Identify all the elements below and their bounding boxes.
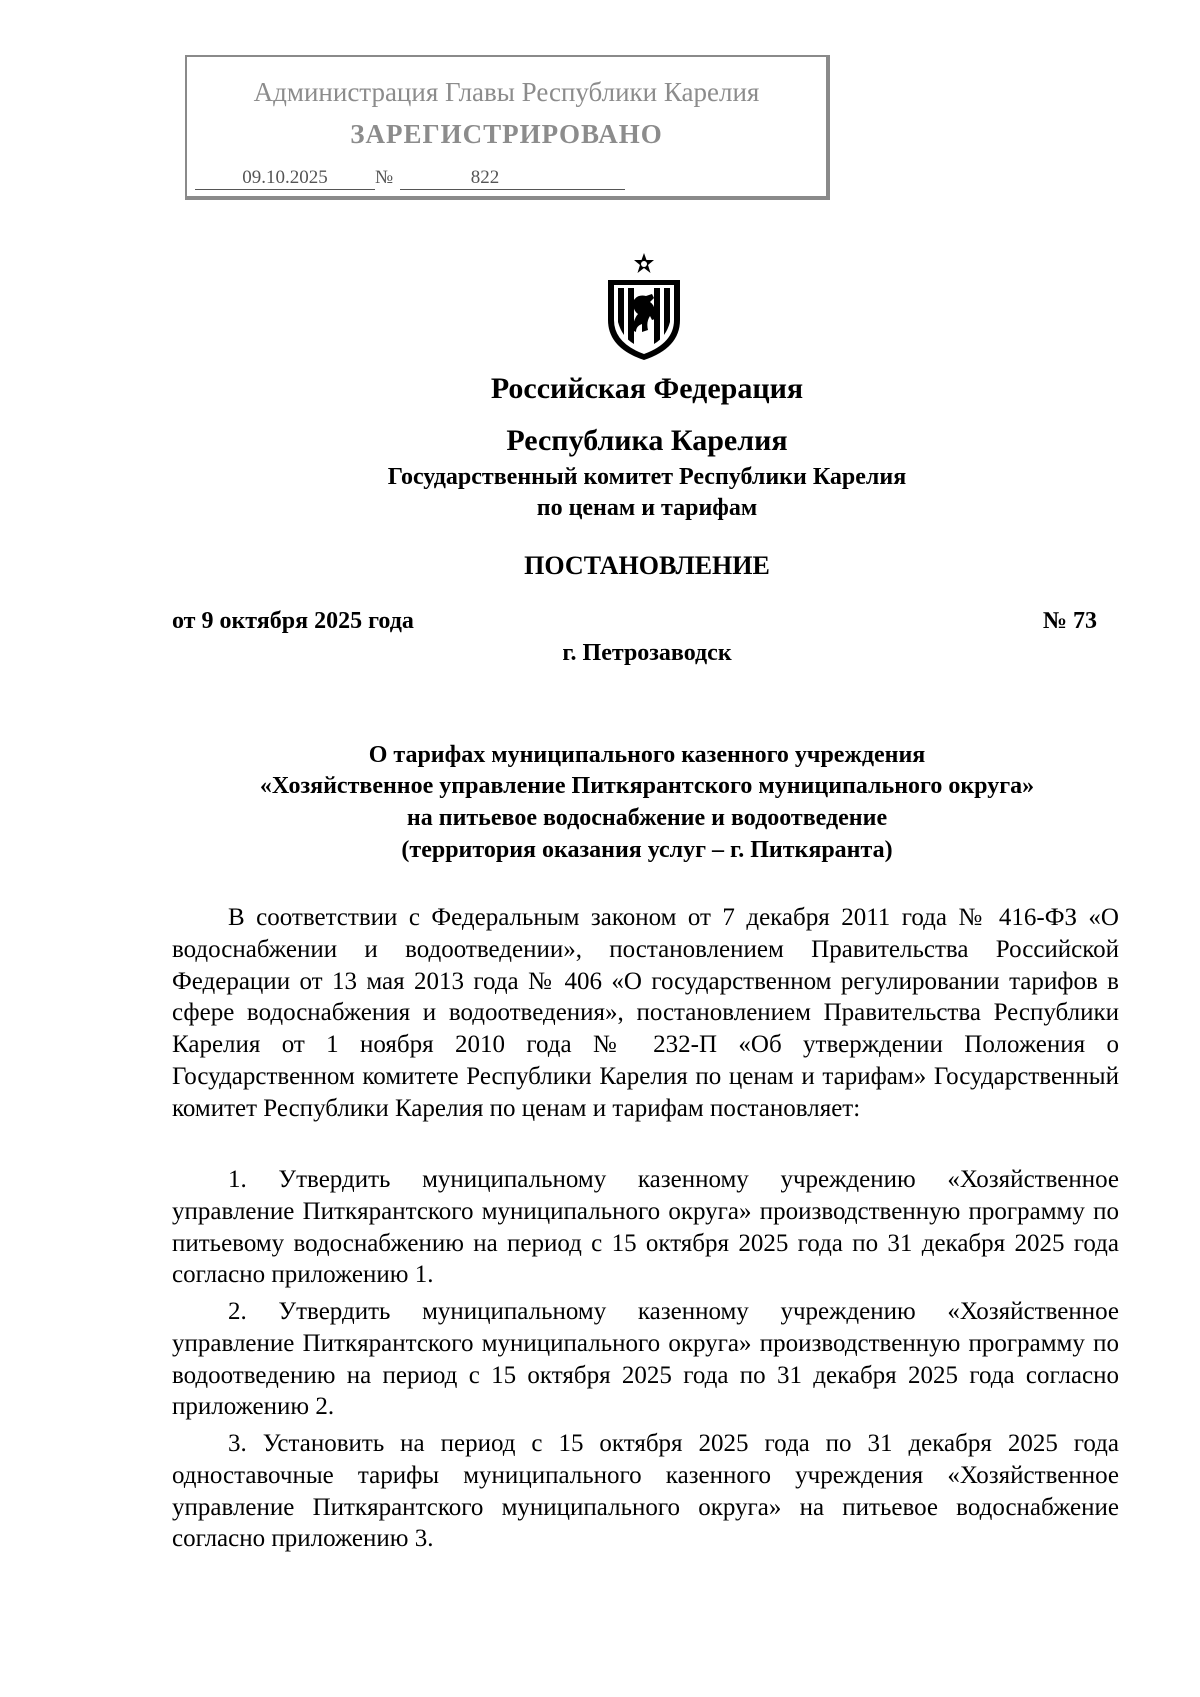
document-title-line1: О тарифах муниципального казенного учреждения	[368, 742, 926, 768]
resolution-item-3: 3. Установить на период с 15 октября 2025 года по 31 декабря 2025 года одноставочные тарифы муниципального казенного учреждения «Хозяйственное управление Питкярантского муниципального округа» на питьевое водоснабжение согласно приложению 3.	[172, 1430, 1119, 1553]
stamp-number: 822	[400, 167, 625, 190]
committee-heading-line2: по ценам и тарифам	[536, 495, 758, 521]
resolution-item-2: 2. Утвердить муниципальному казенному учреждению «Хозяйственное управление Питкярантского муниципального округа» производственную программу по водоотведению на период с 15 октября 2025 года по 31 декабря 2025 года согласно приложению 2.	[172, 1298, 1119, 1421]
committee-heading-line1: Государственный комитет Республики Карелия	[387, 464, 907, 490]
document-date: от 9 октября 2025 года	[172, 608, 414, 634]
registration-stamp	[185, 55, 830, 200]
document-city: г. Петрозаводск	[562, 640, 732, 666]
stamp-date: 09.10.2025	[195, 167, 375, 190]
republic-heading: Республика Карелия	[506, 424, 788, 457]
preamble-paragraph: В соответствии с Федеральным законом от 7 декабря 2011 года № 416-ФЗ «О водоснабжении и водоотведении», постановлением Правительства Российской Федерации от 13 мая 2013 года № 406 «О государственном регулировании тарифов в сфере водоснабжения и водоотведения», постановлением Правительства Республики Карелия от 1 ноября 2010 года № 232-П «Об утверждении Положения о Государственном комитете Республики Карелия по ценам и тарифам» Государственный комитет Республики Карелия по ценам и тарифам постановляет:	[172, 904, 1119, 1122]
stamp-number-label: №	[375, 167, 394, 188]
resolution-item-1: 1. Утвердить муниципальному казенному учреждению «Хозяйственное управление Питкярантского муниципального округа» производственную программу по питьевому водоснабжению на период с 15 октября 2025 года по 31 декабря 2025 года согласно приложению 1.	[172, 1166, 1119, 1289]
document-title-line3: на питьевое водоснабжение и водоотведение	[406, 805, 888, 831]
document-title-line4: (территория оказания услуг – г. Питкяранта)	[401, 837, 893, 863]
document-title-line2: «Хозяйственное управление Питкярантского муниципального округа»	[259, 773, 1035, 799]
document-type: ПОСТАНОВЛЕНИЕ	[524, 551, 770, 580]
stamp-authority: Администрация Главы Республики Карелия	[253, 77, 760, 107]
stamp-registered: ЗАРЕГИСТРИРОВАНО	[350, 119, 663, 149]
country-heading: Российская Федерация	[490, 372, 804, 405]
karelia-coat-of-arms-icon	[602, 252, 686, 362]
document-number: № 73	[1042, 608, 1097, 634]
